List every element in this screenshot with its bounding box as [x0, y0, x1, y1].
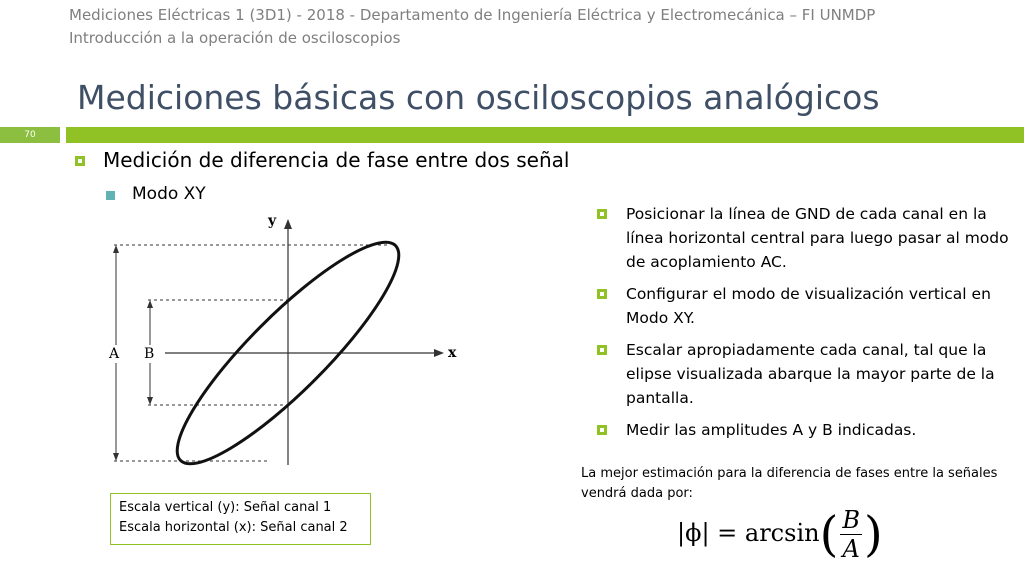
- phase-formula: [677, 506, 883, 563]
- square-bullet-icon: [597, 209, 607, 219]
- phase-estimate-note: La mejor estimación para la diferencia de fases entre la señales vendrá dada por:: [581, 466, 998, 501]
- vertical-scale-text: Escala vertical (y): Señal canal 1: [119, 500, 332, 515]
- square-bullet-icon: [75, 156, 85, 166]
- procedure-item-text: Escalar apropiadamente cada canal, tal que la elipse visualizada abarque la mayor parte de la pantalla.: [626, 341, 995, 407]
- formula-denominator: A: [842, 535, 860, 563]
- procedure-item: [594, 338, 1014, 410]
- scale-info-box: [110, 493, 371, 545]
- y-axis-label: y: [268, 213, 277, 229]
- procedure-item-text: Medir las amplitudes A y B indicadas.: [626, 421, 917, 439]
- b-arrow-down: [147, 397, 153, 405]
- y-axis-arrow: [284, 219, 292, 229]
- xy-ellipse-diagram: [100, 205, 470, 470]
- procedure-item-text: Configurar el modo de visualización vertical en Modo XY.: [626, 285, 991, 327]
- a-arrow-up: [113, 245, 119, 253]
- procedure-item: [594, 202, 1014, 274]
- b-arrow-up: [147, 300, 153, 308]
- main-bullet-text: Medición de diferencia de fase entre dos señal: [103, 148, 570, 172]
- a-label: A: [109, 346, 120, 362]
- square-bullet-icon: [597, 289, 607, 299]
- slide-header: [69, 4, 875, 50]
- x-axis-label: x: [448, 345, 457, 361]
- a-arrow-down: [113, 453, 119, 461]
- procedure-item-text: Posicionar la línea de GND de cada canal en la línea horizontal central para luego pasar al modo de acoplamiento AC.: [626, 205, 1009, 271]
- formula-fraction: [840, 506, 862, 563]
- b-label: B: [144, 346, 155, 362]
- filled-square-bullet-icon: [106, 191, 115, 200]
- procedure-list: [594, 202, 1014, 450]
- header-course-line: Mediciones Eléctricas 1 (3D1) - 2018 - Departamento de Ingeniería Eléctrica y Electromecánica – FI UNMDP: [69, 6, 876, 24]
- left-paren: (: [819, 506, 839, 563]
- procedure-item: [594, 282, 1014, 330]
- main-bullet: [75, 148, 569, 172]
- slide-number: 70: [0, 127, 60, 143]
- title-underline-bar: [66, 127, 1024, 143]
- x-axis-arrow: [434, 349, 444, 357]
- header-topic-line: Introducción a la operación de osciloscopios: [69, 29, 401, 47]
- slide-title: Mediciones básicas con osciloscopios analógicos: [77, 78, 880, 117]
- right-paren: ): [863, 506, 883, 563]
- sub-bullet: [106, 184, 206, 204]
- square-bullet-icon: [597, 425, 607, 435]
- horizontal-scale-text: Escala horizontal (x): Señal canal 2: [119, 520, 348, 535]
- sub-bullet-text: Modo XY: [132, 184, 206, 204]
- formula-lhs: |ϕ| = arcsin: [677, 519, 820, 547]
- square-bullet-icon: [597, 345, 607, 355]
- procedure-item: [594, 418, 1014, 442]
- formula-numerator: B: [842, 506, 860, 534]
